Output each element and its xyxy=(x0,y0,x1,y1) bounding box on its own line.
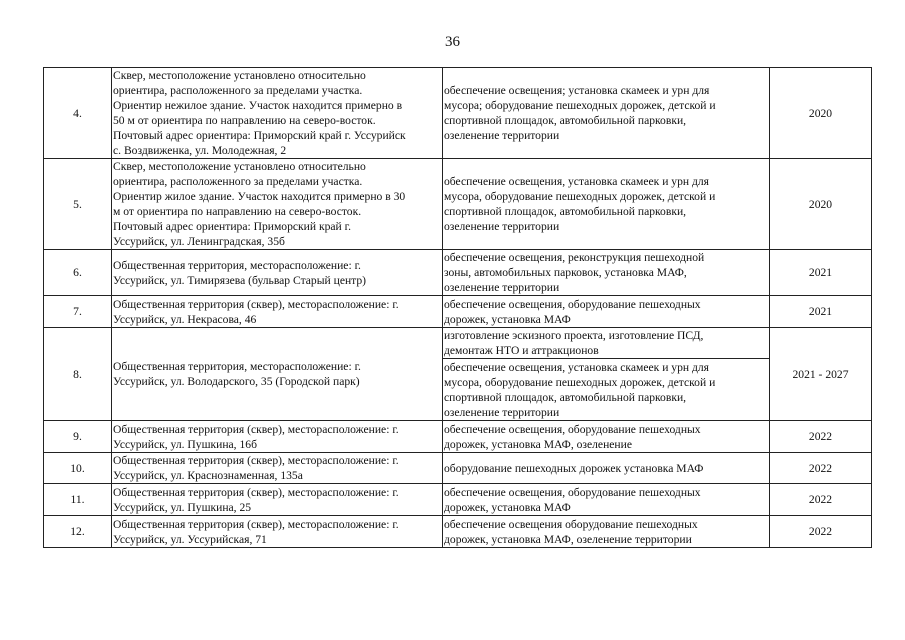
row-number: 12. xyxy=(44,516,112,548)
page-number: 36 xyxy=(445,34,460,50)
year-cell: 2022 xyxy=(770,484,872,516)
year-cell: 2022 xyxy=(770,453,872,484)
row-number: 5. xyxy=(44,159,112,250)
works-cell: обеспечение освещения, установка скамеек и урн для мусора, оборудование пешеходных дорожек, детской и спортивной площадок, автомобильной парковки, озеленение территории xyxy=(443,159,770,250)
location-cell: Общественная территория (сквер), месторасположение: г. Уссурийск, ул. Краснознаменная, 135а xyxy=(112,453,443,484)
row-number: 4. xyxy=(44,68,112,159)
table-row xyxy=(44,296,872,328)
year-cell: 2021 - 2027 xyxy=(770,328,872,421)
table-row xyxy=(44,484,872,516)
row-number: 9. xyxy=(44,421,112,453)
location-cell: Сквер, местоположение установлено относительно ориентира, расположенного за пределами участка. Ориентир жилое здание. Участок находится примерно в 30 м от ориентира по направлению на северо-восток. Почтовый адрес ориентира: Приморский край г. Уссурийск, ул. Ленинградская, 35б xyxy=(112,159,443,250)
works-cell: обеспечение освещения, оборудование пешеходных дорожек, установка МАФ xyxy=(443,296,770,328)
row-number: 6. xyxy=(44,250,112,296)
row-number: 10. xyxy=(44,453,112,484)
row-number: 11. xyxy=(44,484,112,516)
location-cell: Общественная территория (сквер), месторасположение: г. Уссурийск, ул. Пушкина, 16б xyxy=(112,421,443,453)
location-cell: Общественная территория (сквер), месторасположение: г. Уссурийск, ул. Пушкина, 25 xyxy=(112,484,443,516)
row-number: 8. xyxy=(44,328,112,421)
table-row xyxy=(44,250,872,296)
works-cell: обеспечение освещения, оборудование пешеходных дорожек, установка МАФ xyxy=(443,484,770,516)
works-cell: обеспечение освещения, реконструкция пешеходной зоны, автомобильных парковок, установка МАФ, озеленение территории xyxy=(443,250,770,296)
location-cell: Общественная территория (сквер), месторасположение: г. Уссурийск, ул. Уссурийская, 71 xyxy=(112,516,443,548)
works-cell: обеспечение освещения оборудование пешеходных дорожек, установка МАФ, озеленение территории xyxy=(443,516,770,548)
table-row xyxy=(44,68,872,159)
table-row xyxy=(44,453,872,484)
works-cell: обеспечение освещения; установка скамеек и урн для мусора; оборудование пешеходных дорожек, детской и спортивной площадок, автомобильной парковки, озеленение территории xyxy=(443,68,770,159)
table-row xyxy=(44,159,872,250)
year-cell: 2020 xyxy=(770,68,872,159)
location-cell: Сквер, местоположение установлено относительно ориентира, расположенного за пределами участка. Ориентир нежилое здание. Участок находится примерно в 50 м от ориентира по направлению на северо-восток. Почтовый адрес ориентира: Приморский край г. Уссурийск с. Воздвиженка, ул. Молодежная, 2 xyxy=(112,68,443,159)
row-number: 7. xyxy=(44,296,112,328)
year-cell: 2022 xyxy=(770,516,872,548)
table-row xyxy=(44,421,872,453)
year-cell: 2021 xyxy=(770,296,872,328)
works-cell: обеспечение освещения, установка скамеек и урн для мусора, оборудование пешеходных дорожек, детской и спортивной площадок, автомобильной парковки, озеленение территории xyxy=(443,359,770,421)
year-cell: 2022 xyxy=(770,421,872,453)
location-cell: Общественная территория (сквер), месторасположение: г. Уссурийск, ул. Некрасова, 46 xyxy=(112,296,443,328)
table-row xyxy=(44,328,872,359)
location-cell: Общественная территория, месторасположение: г. Уссурийск, ул. Тимирязева (бульвар Старый центр) xyxy=(112,250,443,296)
year-cell: 2021 xyxy=(770,250,872,296)
works-cell: оборудование пешеходных дорожек установка МАФ xyxy=(443,453,770,484)
table-row xyxy=(44,516,872,548)
improvement-table xyxy=(43,67,872,548)
location-cell: Общественная территория, месторасположение: г. Уссурийск, ул. Володарского, 35 (Городской парк) xyxy=(112,328,443,421)
works-cell: обеспечение освещения, оборудование пешеходных дорожек, установка МАФ, озеленение xyxy=(443,421,770,453)
year-cell: 2020 xyxy=(770,159,872,250)
works-cell: изготовление эскизного проекта, изготовление ПСД, демонтаж НТО и аттракционов xyxy=(443,328,770,359)
